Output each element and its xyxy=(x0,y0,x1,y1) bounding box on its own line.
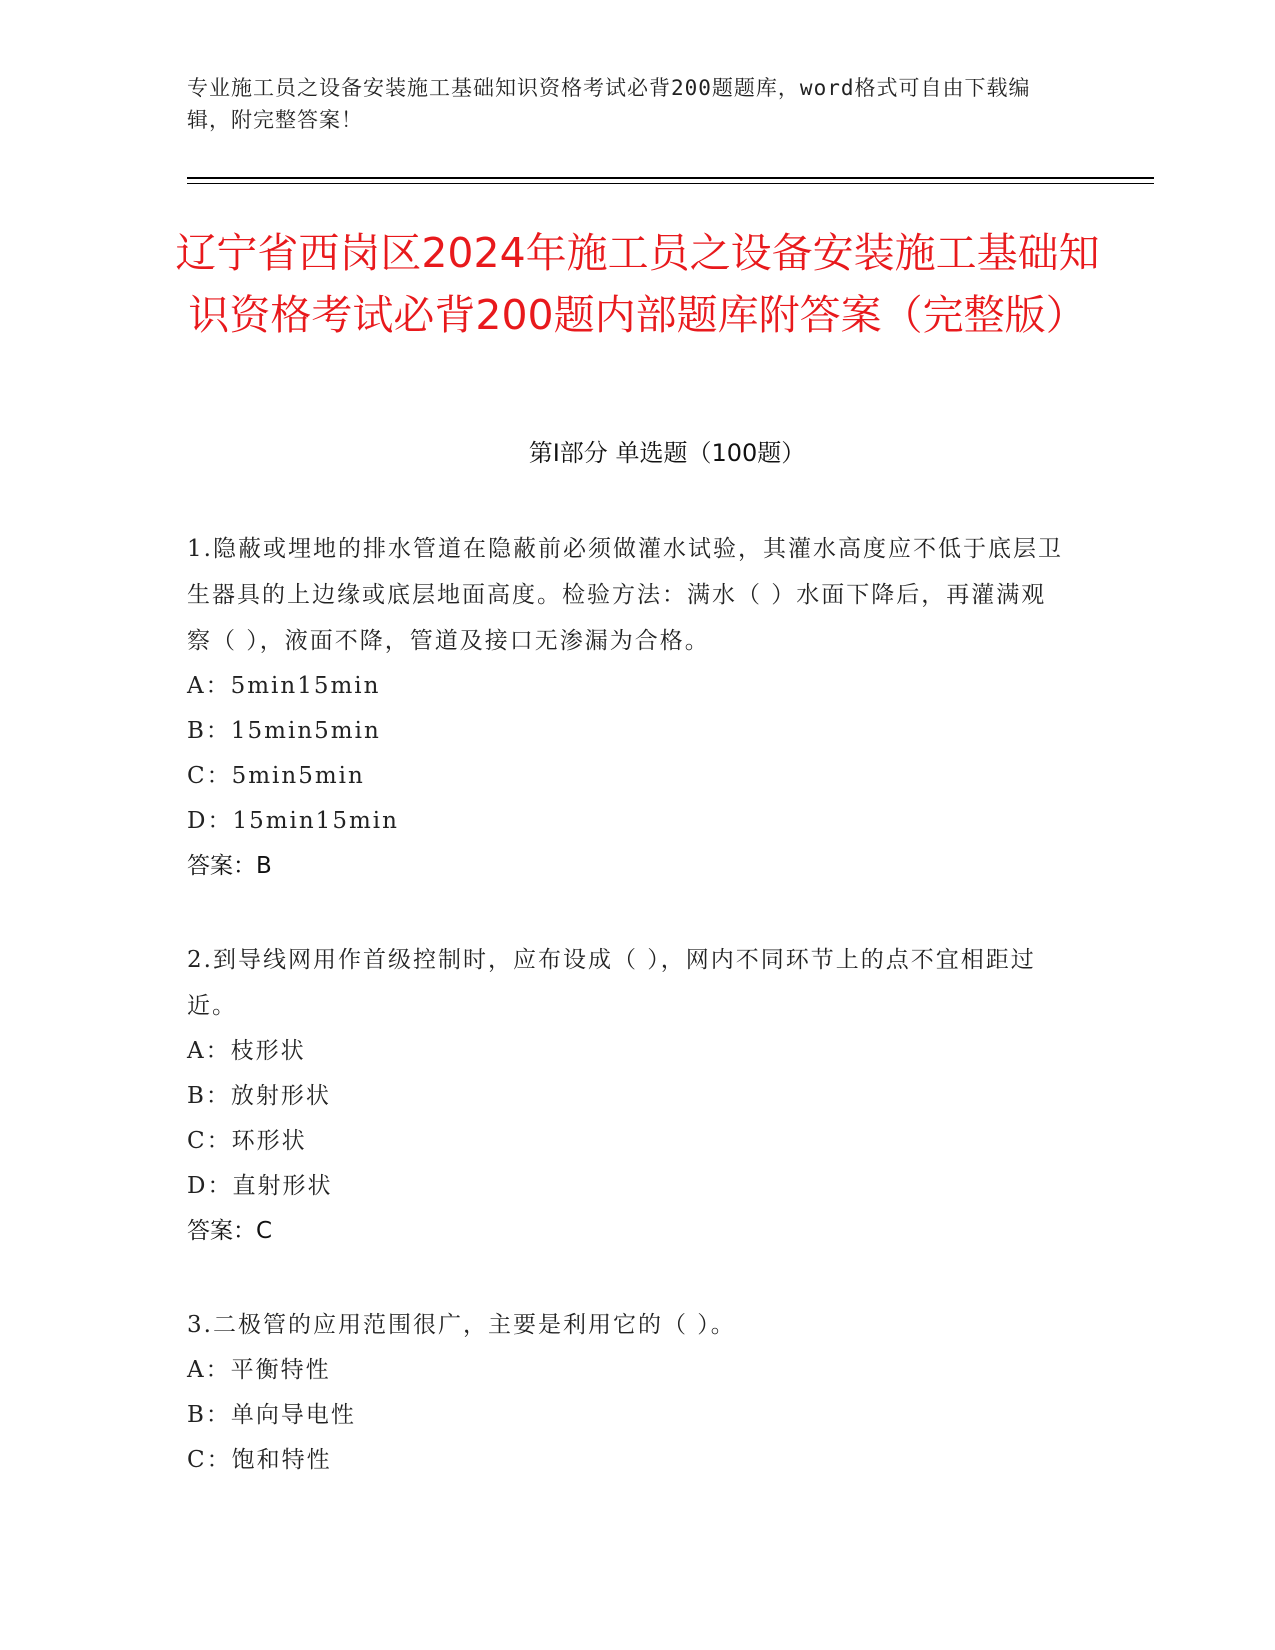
option-b: B：15min5min xyxy=(187,718,381,744)
question-stem: 2.到导线网用作首级控制时，应布设成（ ），网内不同环节上的点不宜相距过近。 xyxy=(187,947,1036,1019)
option-b: B：放射形状 xyxy=(187,1083,331,1109)
question-list xyxy=(187,526,1067,1531)
option-a: A：5min15min xyxy=(187,673,381,699)
option-a: A：枝形状 xyxy=(187,1038,306,1064)
question-item xyxy=(187,937,1067,1254)
option-c: C：饱和特性 xyxy=(187,1447,332,1473)
question-stem: 1.隐蔽或埋地的排水管道在隐蔽前必须做灌水试验，其灌水高度应不低于底层卫生器具的上边缘或底层地面高度。检验方法：满水（ ）水面下降后，再灌满观察（ ），液面不降，管道及接口无渗漏为合格。 xyxy=(187,536,1063,654)
option-b: B：单向导电性 xyxy=(187,1402,356,1428)
answer-line: 答案：B xyxy=(187,853,272,879)
option-c: C：5min5min xyxy=(187,763,365,789)
option-c: C：环形状 xyxy=(187,1128,307,1154)
option-a: A：平衡特性 xyxy=(187,1357,331,1383)
header-rule-thick xyxy=(187,177,1154,179)
answer-line: 答案：C xyxy=(187,1218,273,1244)
question-stem: 3.二极管的应用范围很广，主要是利用它的（ ）。 xyxy=(187,1312,736,1338)
question-item xyxy=(187,1302,1067,1483)
question-item xyxy=(187,526,1067,889)
document-title: 辽宁省西岗区2024年施工员之设备安装施工基础知识资格考试必背200题内部题库附答案（完整版） xyxy=(175,229,1100,339)
option-d: D：直射形状 xyxy=(187,1173,333,1199)
header-rule-thin xyxy=(187,183,1154,184)
header-note: 专业施工员之设备安装施工基础知识资格考试必背200题题库，word格式可自由下载编辑，附完整答案！ xyxy=(187,76,1031,132)
section-heading: 第Ⅰ部分 单选题（100题） xyxy=(528,439,806,467)
option-d: D：15min15min xyxy=(187,808,399,834)
